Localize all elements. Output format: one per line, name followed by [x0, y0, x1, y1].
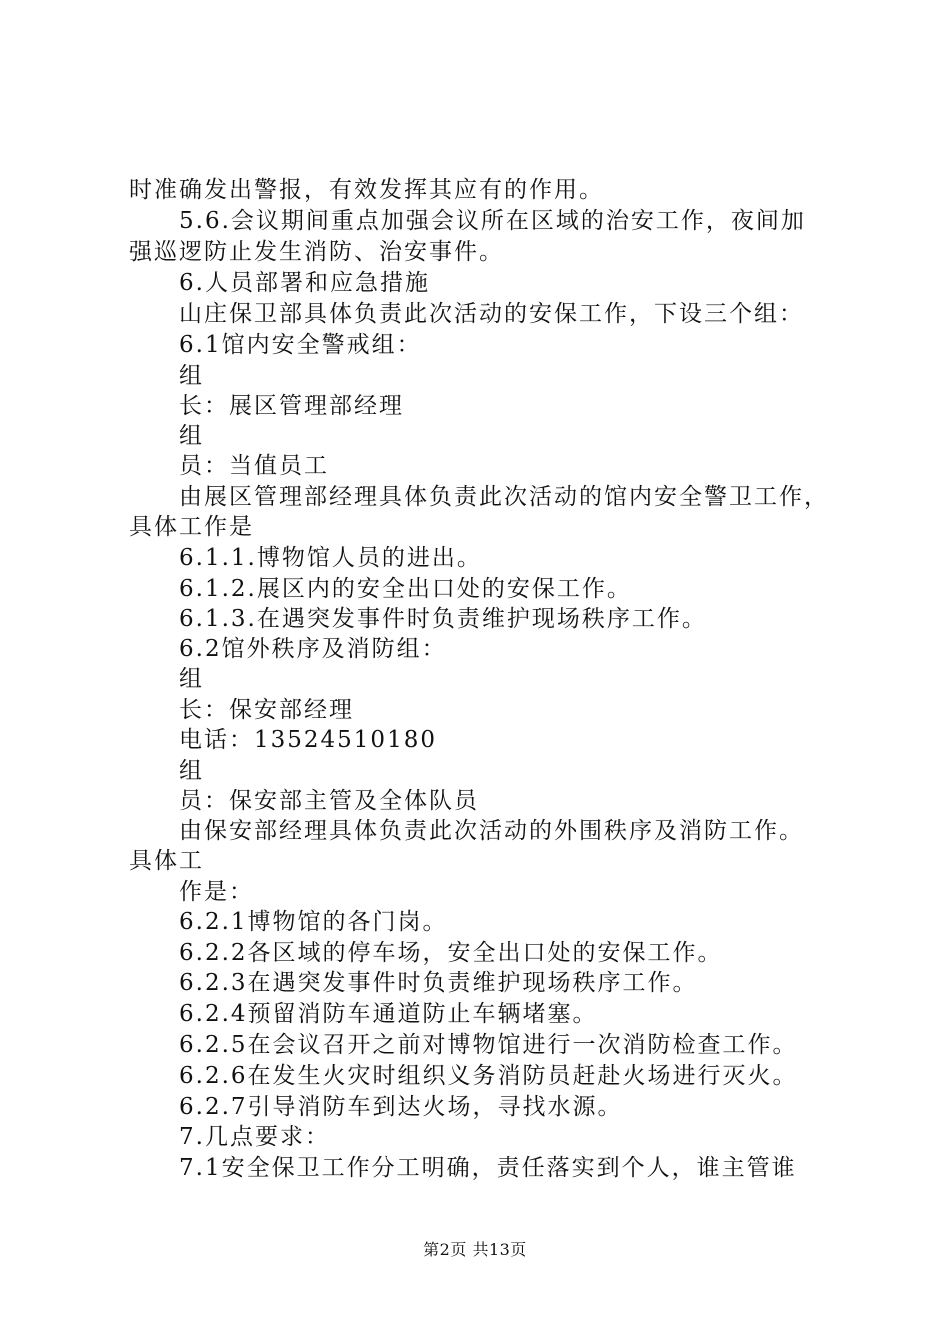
body-line: 长：展区管理部经理 [179, 393, 404, 419]
body-line: 组 [179, 363, 204, 389]
section-heading: 7.几点要求： [179, 1124, 330, 1150]
list-item: 6.2.7引导消防车到达火场，寻找水源。 [179, 1094, 623, 1120]
page-number-footer: 第2页 共13页 [423, 1240, 527, 1259]
section-heading: 6.人员部署和应急措施 [179, 270, 430, 296]
list-item: 6.2.4预留消防车通道防止车辆堵塞。 [179, 1001, 598, 1027]
list-item: 6.2.3在遇突发事件时负责维护现场秩序工作。 [179, 970, 698, 996]
list-item: 6.1.2.展区内的安全出口处的安保工作。 [179, 576, 632, 602]
body-line: 员：当值员工 [179, 453, 329, 479]
subsection-heading: 6.2馆外秩序及消防组： [179, 636, 447, 662]
list-item: 6.1.1.博物馆人员的进出。 [179, 545, 482, 571]
list-item: 6.2.2各区域的停车场，安全出口处的安保工作。 [179, 940, 723, 966]
body-line: 时准确发出警报，有效发挥其应有的作用。 [129, 177, 604, 203]
body-line: 山庄保卫部具体负责此次活动的安保工作，下设三个组： [179, 301, 804, 327]
body-line: 强巡逻防止发生消防、治安事件。 [129, 239, 504, 265]
body-line: 具体工 [129, 848, 204, 874]
body-line: 由保安部经理具体负责此次活动的外围秩序及消防工作。 [179, 818, 804, 844]
phone-line: 电话：13524510180 [179, 727, 437, 753]
body-line: 组 [179, 423, 204, 449]
body-line: 5.6.会议期间重点加强会议所在区域的治安工作，夜间加 [179, 208, 806, 234]
list-item: 6.2.6在发生火灾时组织义务消防员赶赴火场进行灭火。 [179, 1063, 798, 1089]
body-line: 长：保安部经理 [179, 697, 354, 723]
body-line: 具体工作是 [129, 514, 254, 540]
body-line: 组 [179, 666, 204, 692]
subsection-heading: 6.1馆内安全警戒组： [179, 332, 422, 358]
list-item: 6.2.1博物馆的各门岗。 [179, 909, 448, 935]
body-line: 员：保安部主管及全体队员 [179, 788, 479, 814]
body-line: 作是： [179, 879, 254, 905]
body-line: 由展区管理部经理具体负责此次活动的馆内安全警卫工作， [179, 484, 829, 510]
list-item: 6.2.5在会议召开之前对博物馆进行一次消防检查工作。 [179, 1032, 798, 1058]
body-line: 7.1安全保卫工作分工明确，责任落实到个人，谁主管谁 [179, 1155, 797, 1181]
list-item: 6.1.3.在遇突发事件时负责维护现场秩序工作。 [179, 606, 707, 632]
body-line: 组 [179, 758, 204, 784]
